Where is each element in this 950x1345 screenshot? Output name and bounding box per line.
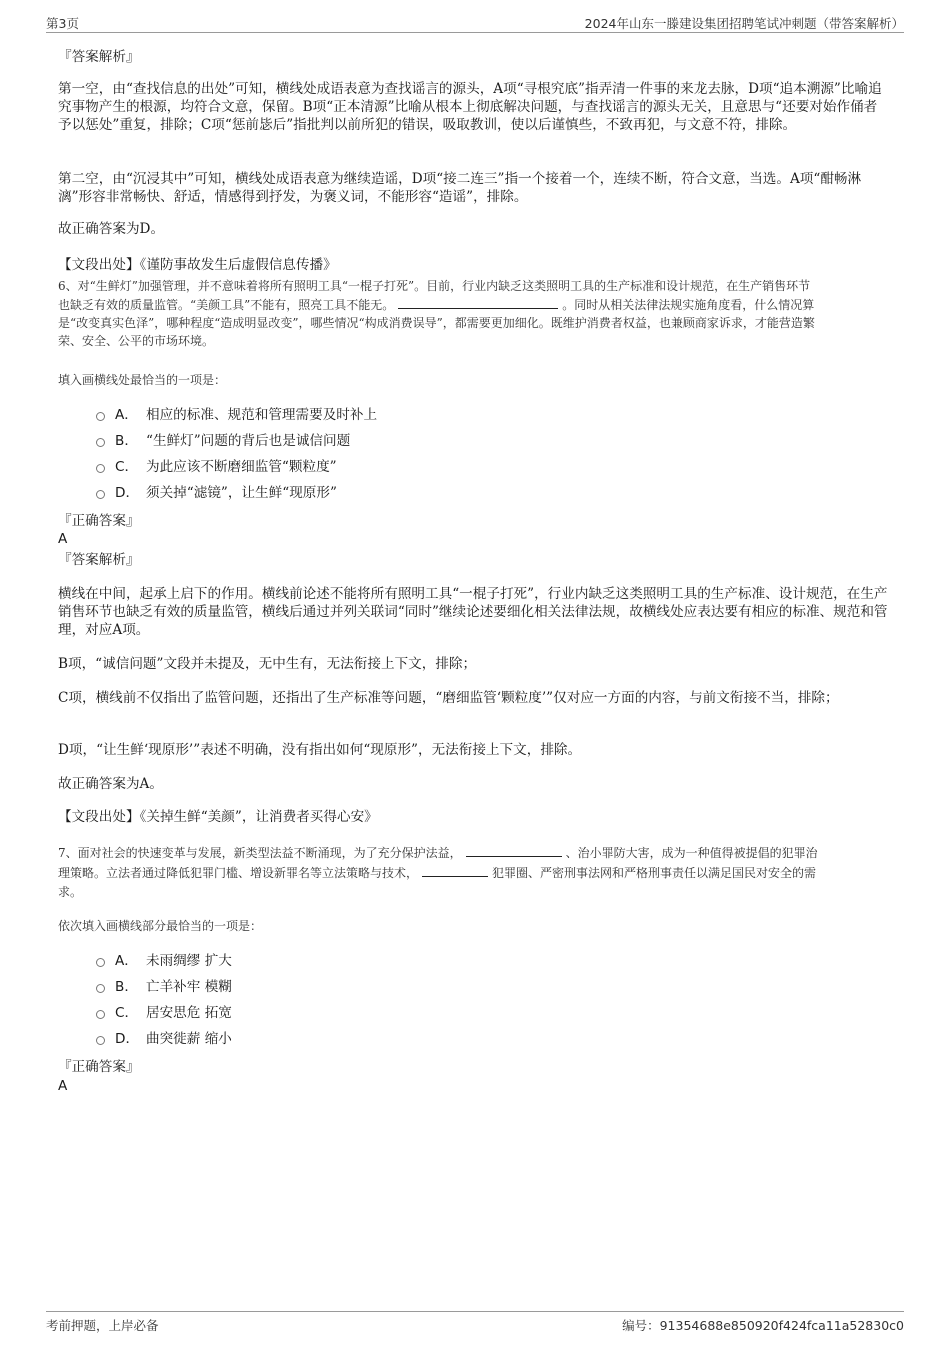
correct-answer-label: 『正确答案』 xyxy=(58,513,140,529)
conclusion-text: 故正确答案为D。 xyxy=(58,221,165,237)
radio-icon[interactable] xyxy=(96,958,105,967)
analysis-paragraph: 第一空，由“查找信息的出处”可知，横线处成语表意为查找谣言的源头，A项“寻根究底”指弄清一件事的来龙去脉，D项“追本溯源”比喻追究事物产生的根源，均符合文意，保留。B项“正本清源”比喻从根本上彻底解决问题，与查找谣言的源头无关，且意思与“还要对始作俑者予以惩处”重复，排除；C项“惩前毖后”指批判以前所犯的错误，吸取教训，使以后谨慎些，不致再犯，与文意不符，排除。 xyxy=(58,81,882,133)
stem-line: 求。 xyxy=(58,885,83,899)
stem-line: 7、面对社会的快速变革与发展，新类型法益不断涌现，为了充分保护法益， 、治小罪防大害，成为一种值得被提倡的犯罪治 xyxy=(58,843,890,863)
correct-answer: A xyxy=(58,531,68,547)
correct-answer: A xyxy=(58,1078,68,1094)
analysis-paragraph: D项，“让生鲜‘现原形’”表述不明确，没有指出如何“现原形”，无法衔接上下文，排除。 xyxy=(58,742,582,758)
blank-line xyxy=(466,843,562,857)
blank-line xyxy=(422,863,488,877)
question-prompt: 填入画横线处最恰当的一项是： xyxy=(58,373,227,387)
radio-icon[interactable] xyxy=(96,412,105,421)
question-stem xyxy=(58,843,890,902)
analysis-paragraph: B项，“诚信问题”文段并未提及，无中生有，无法衔接上下文，排除； xyxy=(58,656,477,672)
source-citation: 【文段出处】《关掉生鲜“美颜”，让消费者买得心安》 xyxy=(58,809,378,825)
radio-icon[interactable] xyxy=(96,490,105,499)
stem-line: 是“改变真实色泽”，哪种程度“造成明显改变”，哪些情况“构成消费误导”，都需要更加细化。既维护消费者权益，也兼顾商家诉求，才能营造繁 xyxy=(58,316,815,330)
question-prompt: 依次填入画横线部分最恰当的一项是： xyxy=(58,919,263,933)
analysis-paragraph: 第二空，由“沉浸其中”可知，横线处成语表意为继续造谣，D项“接二连三”指一个接着一个，连续不断，符合文意，当选。A项“酣畅淋漓”形容非常畅快、舒适，情感得到抒发，为褒义词，不能形容“造谣”，排除。 xyxy=(58,171,862,205)
stem-line: 6、对“生鲜灯”加强管理，并不意味着将所有照明工具“一棍子打死”。目前，行业内缺乏这类照明工具的生产标准和设计规范，在生产销售环节 xyxy=(58,279,811,293)
analysis-paragraph: 横线在中间，起承上启下的作用。横线前论述不能将所有照明工具“一棍子打死”，行业内缺乏这类照明工具的生产标准、设计规范，在生产销售环节也缺乏有效的质量监管，横线后通过并列关联词“同时”继续论述要细化相关法律法规，故横线处应表达要有相应的标准、规范和管理，对应A项。 xyxy=(58,586,888,638)
analysis-label: 『答案解析』 xyxy=(58,49,140,65)
analysis-paragraph: C项，横线前不仅指出了监管问题，还指出了生产标准等问题，“磨细监管‘颗粒度’”仅对应一方面的内容，与前文衔接不当，排除； xyxy=(58,690,839,706)
analysis-label: 『答案解析』 xyxy=(58,552,140,568)
page-footer xyxy=(46,1311,904,1334)
radio-icon[interactable] xyxy=(96,438,105,447)
blank-line xyxy=(398,295,558,309)
radio-icon[interactable] xyxy=(96,1036,105,1045)
source-citation: 【文段出处】《谨防事故发生后虚假信息传播》 xyxy=(58,257,337,273)
page-header xyxy=(46,12,904,33)
correct-answer-label: 『正确答案』 xyxy=(58,1059,140,1075)
radio-icon[interactable] xyxy=(96,984,105,993)
radio-icon[interactable] xyxy=(96,1010,105,1019)
stem-line: 荣、安全、公平的市场环境。 xyxy=(58,334,215,348)
document-id: 编号：91354688e850920f424fca11a52830c0 xyxy=(622,1318,904,1333)
radio-icon[interactable] xyxy=(96,464,105,473)
stem-line: 也缺乏有效的质量监管。“美颜工具”不能有，照亮工具不能无。 。同时从相关法律法规实施角度看，什么情况算 xyxy=(58,295,890,314)
question-stem xyxy=(58,277,890,350)
page-number: 第3页 xyxy=(46,16,79,31)
conclusion-text: 故正确答案为A。 xyxy=(58,776,163,792)
stem-line: 理策略。立法者通过降低犯罪门槛、增设新罪名等立法策略与技术， 犯罪圈、严密刑事法网和严格刑事责任以满足国民对安全的需 xyxy=(58,863,890,883)
footer-slogan: 考前押题，上岸必备 xyxy=(46,1318,159,1333)
document-title: 2024年山东一滕建设集团招聘笔试冲刺题（带答案解析） xyxy=(584,16,904,31)
